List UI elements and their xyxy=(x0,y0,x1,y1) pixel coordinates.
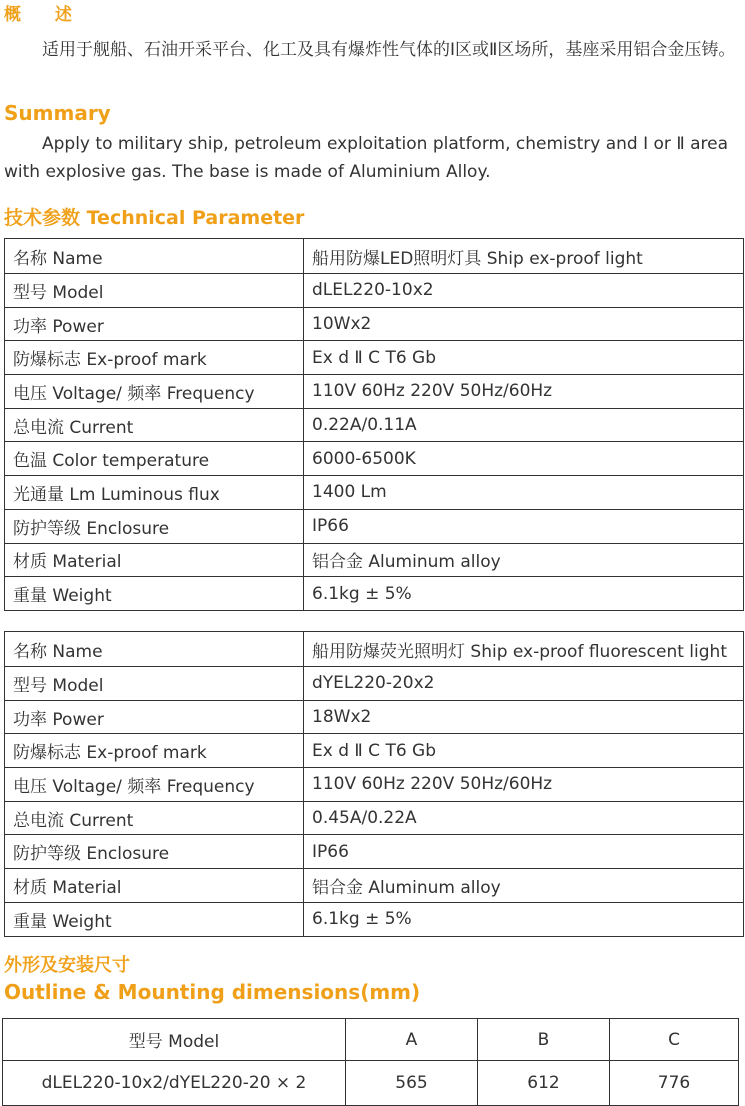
spec-value: 船用防爆荧光照明灯 Ship ex-proof fluorescent light xyxy=(304,632,744,667)
spec-value: 110V 60Hz 220V 50Hz/60Hz xyxy=(304,375,744,409)
spec-key: 防护等级 Enclosure xyxy=(5,509,304,543)
spec-value: Ex d Ⅱ C T6 Gb xyxy=(304,341,744,375)
dim-header-model: 型号 Model xyxy=(3,1019,346,1061)
spec-table-fluorescent xyxy=(4,631,744,937)
spec-row xyxy=(5,801,744,835)
spec-row xyxy=(5,509,744,543)
dimensions-table xyxy=(2,1018,739,1106)
spec-value: 铝合金 Aluminum alloy xyxy=(304,543,744,577)
spec-row xyxy=(5,667,744,701)
spec-row xyxy=(5,543,744,577)
spec-row xyxy=(5,375,744,409)
spec-key: 防爆标志 Ex-proof mark xyxy=(5,734,304,768)
dimensions-heading-en: Outline & Mounting dimensions(mm) xyxy=(4,980,421,1004)
spec-key: 电压 Voltage/ 频率 Frequency xyxy=(5,768,304,802)
spec-table-led xyxy=(4,238,744,611)
dim-cell-b: 612 xyxy=(478,1061,610,1106)
spec-value: 6.1kg ± 5% xyxy=(304,577,744,611)
spec-key: 色温 Color temperature xyxy=(5,442,304,476)
spec-row xyxy=(5,442,744,476)
spec-value: 6.1kg ± 5% xyxy=(304,902,744,936)
spec-value: 6000-6500K xyxy=(304,442,744,476)
spec-row xyxy=(5,307,744,341)
spec-value: 0.22A/0.11A xyxy=(304,408,744,442)
dimensions-header-row xyxy=(3,1019,739,1061)
dim-cell-a: 565 xyxy=(346,1061,478,1106)
spec-key: 名称 Name xyxy=(5,239,304,274)
spec-row xyxy=(5,835,744,869)
spec-value: Ex d Ⅱ C T6 Gb xyxy=(304,734,744,768)
dim-cell-c: 776 xyxy=(610,1061,739,1106)
spec-key: 材质 Material xyxy=(5,869,304,903)
dim-header-a: A xyxy=(346,1019,478,1061)
spec-row xyxy=(5,632,744,667)
spec-key: 防护等级 Enclosure xyxy=(5,835,304,869)
spec-row xyxy=(5,869,744,903)
spec-value: 10Wx2 xyxy=(304,307,744,341)
spec-value: IP66 xyxy=(304,509,744,543)
overview-heading-cn: 概 述 xyxy=(4,5,86,25)
spec-value: 0.45A/0.22A xyxy=(304,801,744,835)
spec-row xyxy=(5,902,744,936)
dim-cell-model: dLEL220-10x2/dYEL220-20 × 2 xyxy=(3,1061,346,1106)
spec-key: 功率 Power xyxy=(5,700,304,734)
spec-key: 型号 Model xyxy=(5,667,304,701)
spec-row xyxy=(5,476,744,510)
spec-row xyxy=(5,577,744,611)
spec-key: 光通量 Lm Luminous flux xyxy=(5,476,304,510)
spec-row xyxy=(5,341,744,375)
spec-value: 18Wx2 xyxy=(304,700,744,734)
spec-key: 防爆标志 Ex-proof mark xyxy=(5,341,304,375)
technical-parameter-heading: 技术参数 Technical Parameter xyxy=(4,207,305,229)
spec-row xyxy=(5,768,744,802)
spec-row xyxy=(5,239,744,274)
spec-value: IP66 xyxy=(304,835,744,869)
spec-key: 电压 Voltage/ 频率 Frequency xyxy=(5,375,304,409)
spec-key: 材质 Material xyxy=(5,543,304,577)
spec-value: dYEL220-20x2 xyxy=(304,667,744,701)
spec-value: 110V 60Hz 220V 50Hz/60Hz xyxy=(304,768,744,802)
spec-value: dLEL220-10x2 xyxy=(304,274,744,308)
spec-row xyxy=(5,408,744,442)
spec-key: 总电流 Current xyxy=(5,801,304,835)
summary-heading: Summary xyxy=(4,101,111,125)
spec-key: 重量 Weight xyxy=(5,577,304,611)
spec-row xyxy=(5,274,744,308)
spec-row xyxy=(5,734,744,768)
spec-value: 船用防爆LED照明灯具 Ship ex-proof light xyxy=(304,239,744,274)
spec-key: 功率 Power xyxy=(5,307,304,341)
spec-key: 型号 Model xyxy=(5,274,304,308)
dim-header-c: C xyxy=(610,1019,739,1061)
spec-value: 铝合金 Aluminum alloy xyxy=(304,869,744,903)
spec-value: 1400 Lm xyxy=(304,476,744,510)
overview-text-cn: 适用于舰船、石油开采平台、化工及具有爆炸性气体的Ⅰ区或Ⅱ区场所，基座采用铝合金压铸。 xyxy=(42,40,736,60)
spec-key: 名称 Name xyxy=(5,632,304,667)
dim-header-b: B xyxy=(478,1019,610,1061)
summary-text: Apply to military ship, petroleum exploitation platform, chemistry and Ⅰ or Ⅱ area with explosive gas. The base is made of Aluminium Alloy. xyxy=(4,134,729,182)
spec-row xyxy=(5,700,744,734)
dimensions-data-row xyxy=(3,1061,739,1106)
dimensions-heading-cn: 外形及安装尺寸 xyxy=(4,955,130,976)
spec-key: 重量 Weight xyxy=(5,902,304,936)
spec-key: 总电流 Current xyxy=(5,408,304,442)
